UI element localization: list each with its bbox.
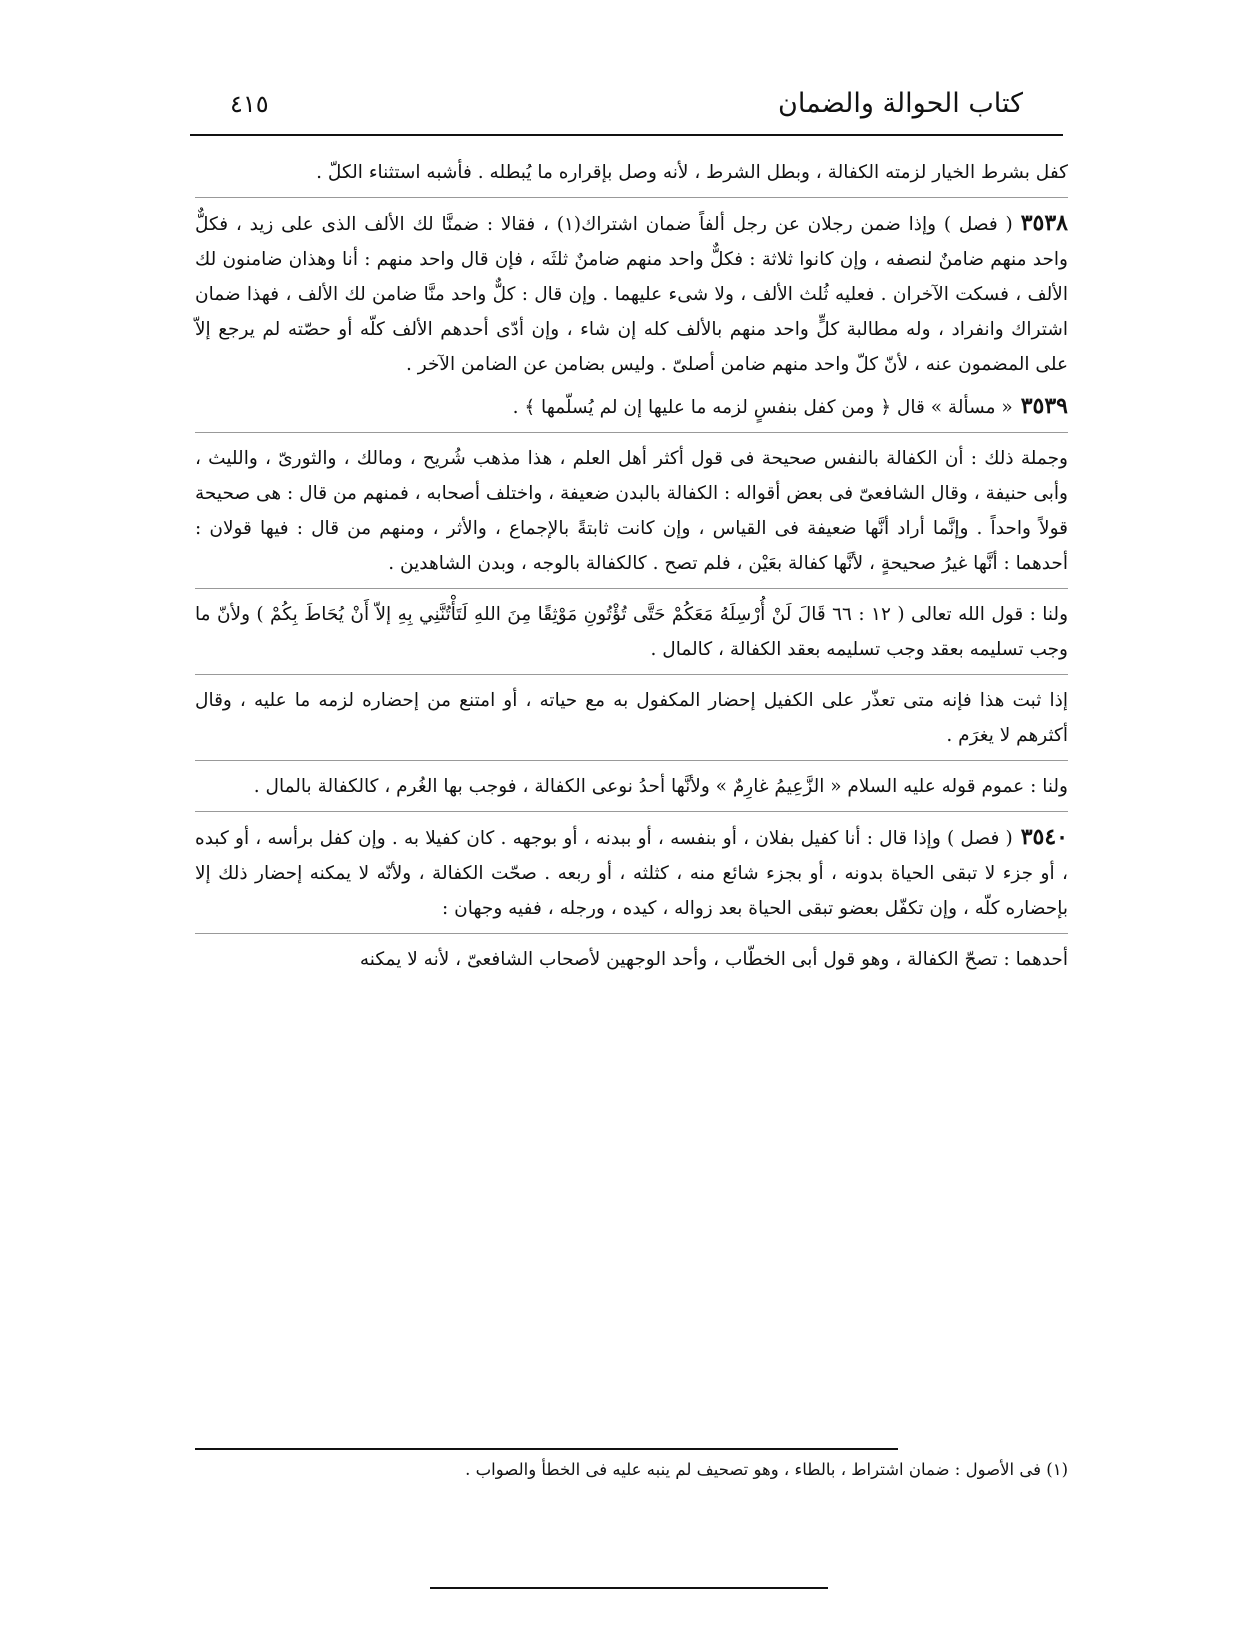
paragraph-separator [195, 674, 1068, 675]
paragraph-separator [195, 197, 1068, 198]
paragraph [195, 389, 1068, 425]
running-title: كتاب الحوالة والضمان [778, 88, 1023, 119]
paragraph [195, 820, 1068, 926]
paragraph-separator [195, 760, 1068, 761]
issue-number: ٣٥٤٠ [1020, 824, 1068, 850]
paragraph-text: ( فصل ) وإذا قال : أنا كفيل بفلان ، أو بنفسه ، أو ببدنه ، أو بوجهه . كان كفيلا به . وإن كفل برأسه ، أو كبده ، أو جزء لا تبقى الحياة بدونه ، أو بجزء شائع منه ، كثلثه ، أو ربعه . صحّت الكفالة ، ولأنّه لا يمكنه إحضار ذلك إلا بإحضاره كلّه ، وإن تكفّل بعضو تبقى الحياة بعد زواله ، كيده ، ورجله ، ففيه وجهان : [195, 828, 1068, 919]
page-body [195, 155, 1068, 984]
paragraph [195, 206, 1068, 382]
paragraph-text: ولنا : قول الله تعالى ( ١٢ : ٦٦ قَالَ لَنْ أُرْسِلَهُ مَعَكُمْ حَتَّى تُؤْتُونِ مَوْثِقًا مِنَ اللهِ لَتَأْتُنَّنِي بِهِ إلاّ أَنْ يُحَاطَ بِكُمْ ) ولأنّ ما وجب تسليمه بعقد وجب تسليمه بعقد الكفالة ، كالمال . [195, 604, 1068, 660]
paragraph [195, 769, 1068, 804]
bottom-rule [430, 1587, 828, 1589]
paragraph-separator [195, 432, 1068, 433]
header-rule [190, 134, 1063, 136]
paragraph-text: أحدهما : تصحّ الكفالة ، وهو قول أبى الخطّاب ، وأحد الوجهين لأصحاب الشافعىّ ، لأنه لا يمكنه [359, 949, 1068, 970]
issue-number: ٣٥٣٨ [1020, 210, 1068, 236]
paragraph-separator [195, 811, 1068, 812]
paragraph [195, 155, 1068, 190]
paragraph [195, 683, 1068, 753]
paragraph-text: ولنا : عموم قوله عليه السلام « الزَّعِيمُ غارِمٌ » ولأنَّها أحدُ نوعى الكفالة ، فوجب بها الغُرم ، كالكفالة بالمال . [253, 776, 1068, 797]
issue-number: ٣٥٣٩ [1020, 393, 1068, 419]
page-header [190, 78, 1063, 128]
paragraph-text: كفل بشرط الخيار لزمته الكفالة ، وبطل الشرط ، لأنه وصل بإقراره ما يُبطله . فأشبه استثناء الكلّ . [316, 162, 1068, 183]
paragraph [195, 942, 1068, 977]
paragraph-separator [195, 588, 1068, 589]
paragraph-text: إذا ثبت هذا فإنه متى تعذّر على الكفيل إحضار المكفول به مع حياته ، أو امتنع من إحضاره لزمه ما عليه ، وقال أكثرهم لا يغرَم . [195, 690, 1068, 746]
paragraph-text: وجملة ذلك : أن الكفالة بالنفس صحيحة فى قول أكثر أهل العلم ، هذا مذهب شُريح ، ومالك ، والثورىّ ، والليث ، وأبى حنيفة ، وقال الشافعىّ فى بعض أقواله : الكفالة بالبدن ضعيفة ، واختلف أصحابه ، فمنهم من قال : هى صحيحة قولاً واحداً . وإنَّما أراد أنَّها ضعيفة فى القياس ، وإن كانت ثابتةً بالإجماع ، والأثر ، ومنهم من قال : فيها قولان : أحدهما : أنَّها غيرُ صحيحةٍ ، لأنَّها كفالة بعَيْن ، فلم تصح . كالكفالة بالوجه ، وبدن الشاهدين . [195, 448, 1068, 574]
paragraph [195, 597, 1068, 667]
footnote: (١) فى الأصول : ضمان اشتراط ، بالطاء ، وهو تصحيف لم ينبه عليه فى الخطأ والصواب . [465, 1460, 1068, 1479]
paragraph-text: « مسألة » قال ﴿ ومن كفل بنفسٍ لزمه ما عليها إن لم يُسلّمها ﴾ . [512, 397, 1013, 418]
footnote-rule [195, 1448, 898, 1450]
paragraph-text: ( فصل ) وإذا ضمن رجلان عن رجل ألفاً ضمان اشتراك(١) ، فقالا : ضمنَّا لك الألف الذى على زيد ، فكلٌّ واحد منهم ضامنٌ لنصفه ، وإن كانوا ثلاثة : فكلٌّ واحد منهم ضامنٌ ثلثَه ، فإن قال واحد منهم : أنا وهذان ضامنون لك الألف ، فسكت الآخران . فعليه ثُلث الألف ، ولا شىء عليهما . وإن قال : كلٌّ واحد منَّا ضامن لك الألف ، فهذا ضمان اشتراك وانفراد ، وله مطالبة كلٍّ واحد منهم بالألف كله إن شاء ، وإن أدّى أحدهم الألف كلّه أو حصّته لم يرجع إلاّ على المضمون عنه ، لأنّ كلّ واحد منهم ضامن أصلىّ . وليس بضامن عن الضامن الآخر . [195, 214, 1068, 375]
paragraph-separator [195, 933, 1068, 934]
paragraph [195, 441, 1068, 581]
page-number: ٤١٥ [230, 90, 269, 118]
